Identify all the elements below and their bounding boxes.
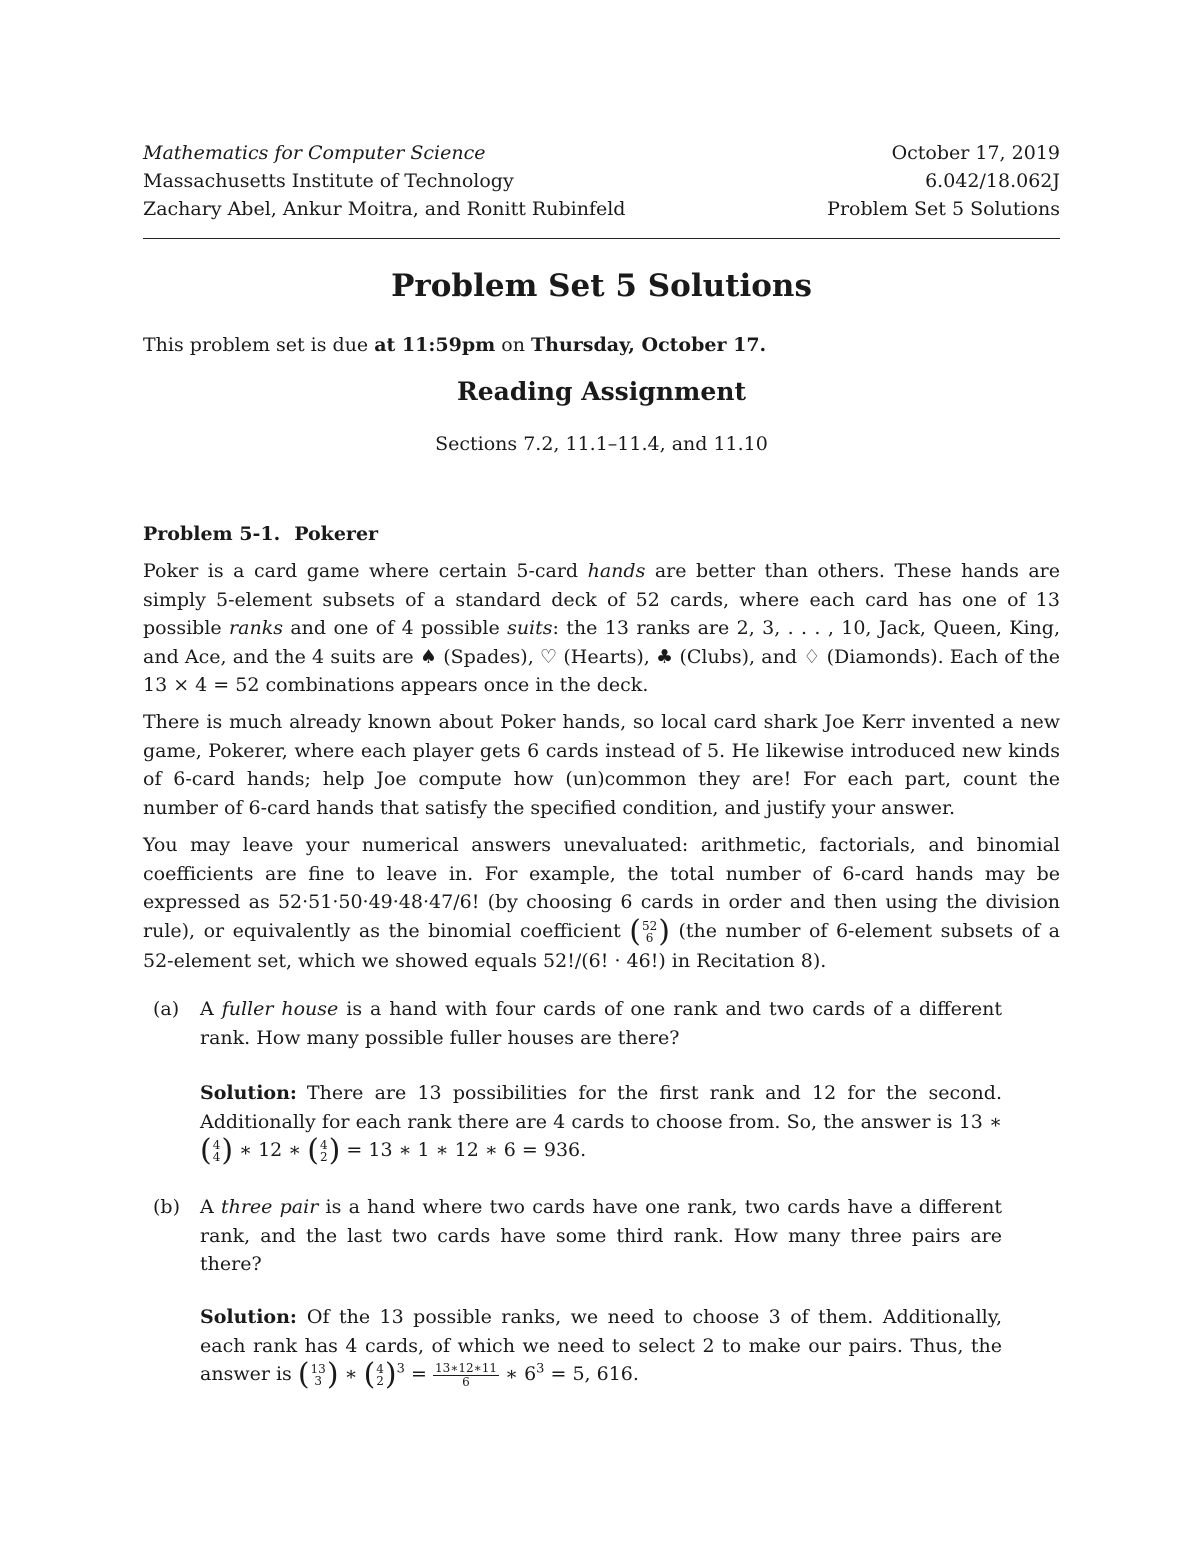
header-row-1	[143, 139, 1060, 167]
part-b-solution: Solution: Of the 13 possible ranks, we need to choose 3 of them. Additionally, each rank has 4 cards, of which we need to select 2 to make our pairs. Thus, the answer is ( 13 3 ) ∗ ( 4 2 ) $^3$ = $\frac{13∗12∗11}{6}$ ∗ $6^3 = 5$, 616.	[200, 1306, 1002, 1392]
binomial-13-3: ( 13 3 )	[297, 1357, 339, 1392]
header-divider	[143, 238, 1060, 239]
problem-heading	[143, 519, 378, 549]
paragraph-pokerer: There is much already known about Poker hands, so local card shark Joe Kerr invented a new game, Pokerer, where each player gets 6 cards instead of 5. He likewise introduced new kinds of 6-card hands; help Joe compute how (un)common they are! For each part, count the number of 6-card hands that satisfy the specified condition, and justify your answer.	[143, 711, 1060, 819]
part-a-question: A fuller house is a hand with four cards of one rank and two cards of a different rank. How many possible fuller houses are there?	[200, 998, 1003, 1049]
problem-name: Pokerer	[294, 523, 379, 545]
binomial-4-2-cubed: ( 4 2 )	[363, 1357, 397, 1392]
authors: Zachary Abel, Ankur Moitra, and Ronitt Rubinfeld	[143, 198, 626, 220]
binomial-4-4: ( 4 4 )	[200, 1133, 234, 1168]
paragraph-poker-intro: Poker is a card game where certain 5-card hands are better than others. These hands are simply 5-element subsets of a standard deck of 52 cards, where each card has one of 13 possible ranks and one of 4 possible suits: the 13 ranks are 2, 3, . . . , 10, Jack, Queen, King, and Ace, and the 4 suits are ♠ (Spades), ♡ (Hearts), ♣ (Clubs), and ♢ (Diamonds). Each of the 13 × 4 = 52 combinations appears once in the deck.	[143, 560, 1061, 696]
part-a-label: (a)	[153, 998, 180, 1020]
part-b-question: A three pair is a hand where two cards have one rank, two cards have a different rank, and the last two cards have some third rank. How many three pairs are there?	[200, 1196, 1002, 1275]
problem-number: Problem 5-1.	[143, 523, 281, 545]
due-day: Thursday, October 17	[531, 334, 760, 356]
part-b-label: (b)	[153, 1196, 180, 1218]
due-prefix: This problem set is due	[143, 334, 369, 356]
header-row-3	[143, 195, 1060, 223]
course-number: 6.042/18.062J	[925, 170, 1060, 192]
reading-heading: Reading Assignment	[456, 377, 746, 406]
solution-label: Solution:	[200, 1082, 297, 1104]
paragraph-instructions: You may leave your numerical answers unevaluated: arithmetic, factorials, and binomial coefficients are fine to leave in. For example, the total number of 6-card hands may be expressed as 52·51·50·49·48·47/6! (by choosing 6 cards in order and then using the division rule), or equivalently as the binomial coefficient ( 52 6 ) (the number of 6-element subsets of a 52-element set, which we showed equals 52!/(6! · 46!) in Recitation 8).	[143, 834, 1060, 972]
solution-label: Solution:	[200, 1306, 297, 1328]
due-time: at 11:59pm	[374, 334, 496, 356]
doc-label: Problem Set 5 Solutions	[827, 198, 1060, 220]
course-name: Mathematics for Computer Science	[143, 142, 486, 164]
header-row-2	[143, 167, 1060, 195]
due-line	[143, 330, 766, 360]
due-on: on	[501, 334, 525, 356]
part-a-solution: Solution: There are 13 possibilities for the first rank and 12 for the second. Additionally for each rank there are 4 cards to choose from. So, the answer is 13 ∗ ( 4 4 ) ∗ 12 ∗ ( 4 2 ) = 13 ∗ 1 ∗ 12 ∗ 6 = 936.	[200, 1082, 1003, 1168]
due-period: .	[759, 334, 767, 356]
binomial-52-6: ( 52 6 )	[629, 913, 670, 949]
binomial-4-2: ( 4 2 )	[307, 1133, 341, 1168]
page-title: Problem Set 5 Solutions	[391, 268, 812, 304]
fraction: $\frac{13∗12∗11}{6}$	[434, 1360, 498, 1389]
reading-sections: Sections 7.2, 11.1–11.4, and 11.10	[435, 433, 768, 455]
date: October 17, 2019	[891, 142, 1060, 164]
institution: Massachusetts Institute of Technology	[143, 170, 514, 192]
